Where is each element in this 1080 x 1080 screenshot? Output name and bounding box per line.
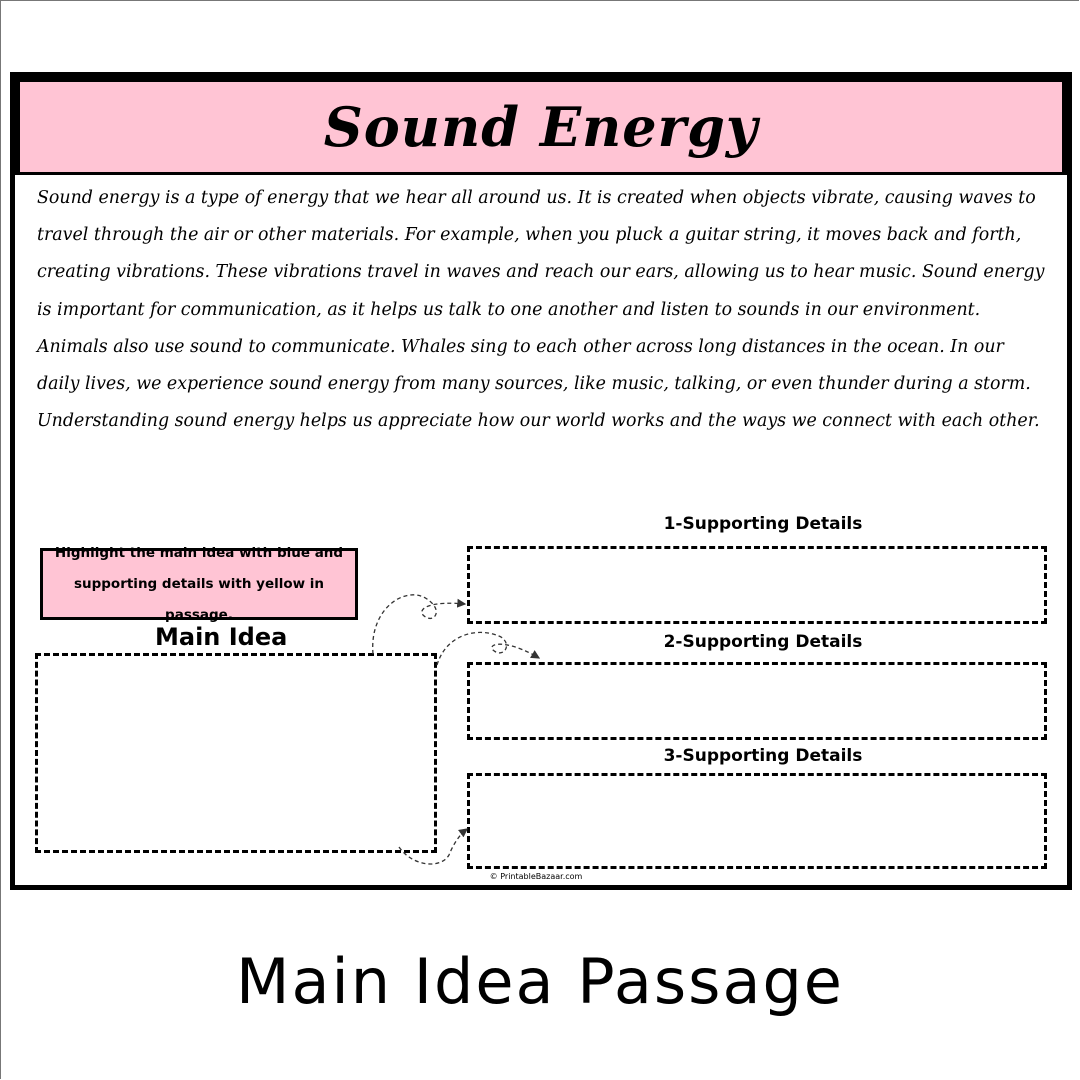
detail-2-label: 2-Supporting Details bbox=[663, 632, 863, 652]
passage-text: Sound energy is a type of energy that we hear all around us. It is created when objects vibrate, causing waves to travel through the air or other materials. For example, when you pluck a guitar string, it moves back and forth, creating vibrations. These vibrations travel in waves and reach our ears, allowing us to hear music. Sound energy is important for communication, as it helps us talk to one another and listen to sounds in our environment. Animals also use sound to communicate. Whales sing to each other across long distances in the ocean. In our daily lives, we experience sound energy from many sources, like music, talking, or even thunder during a storm. Understanding sound energy helps us appreciate how our world works and the ways we connect with each other. bbox=[37, 188, 1045, 432]
caption: Main Idea Passage bbox=[236, 945, 844, 1018]
detail-3-label: 3-Supporting Details bbox=[663, 746, 863, 766]
instruction-text: Highlight the main idea with blue and supporting details with yellow in passage. bbox=[54, 544, 344, 623]
connector-arrows bbox=[15, 77, 1057, 885]
worksheet bbox=[10, 72, 1072, 890]
detail-1-label: 1-Supporting Details bbox=[663, 514, 863, 534]
main-idea-label: Main Idea bbox=[155, 623, 288, 651]
arrow-to-detail-3 bbox=[399, 829, 467, 864]
arrow-to-detail-1 bbox=[373, 595, 465, 654]
arrow-to-detail-2 bbox=[437, 632, 539, 665]
copyright-text: © PrintableBazaar.com bbox=[489, 872, 583, 881]
worksheet-title: Sound Energy bbox=[323, 95, 759, 159]
